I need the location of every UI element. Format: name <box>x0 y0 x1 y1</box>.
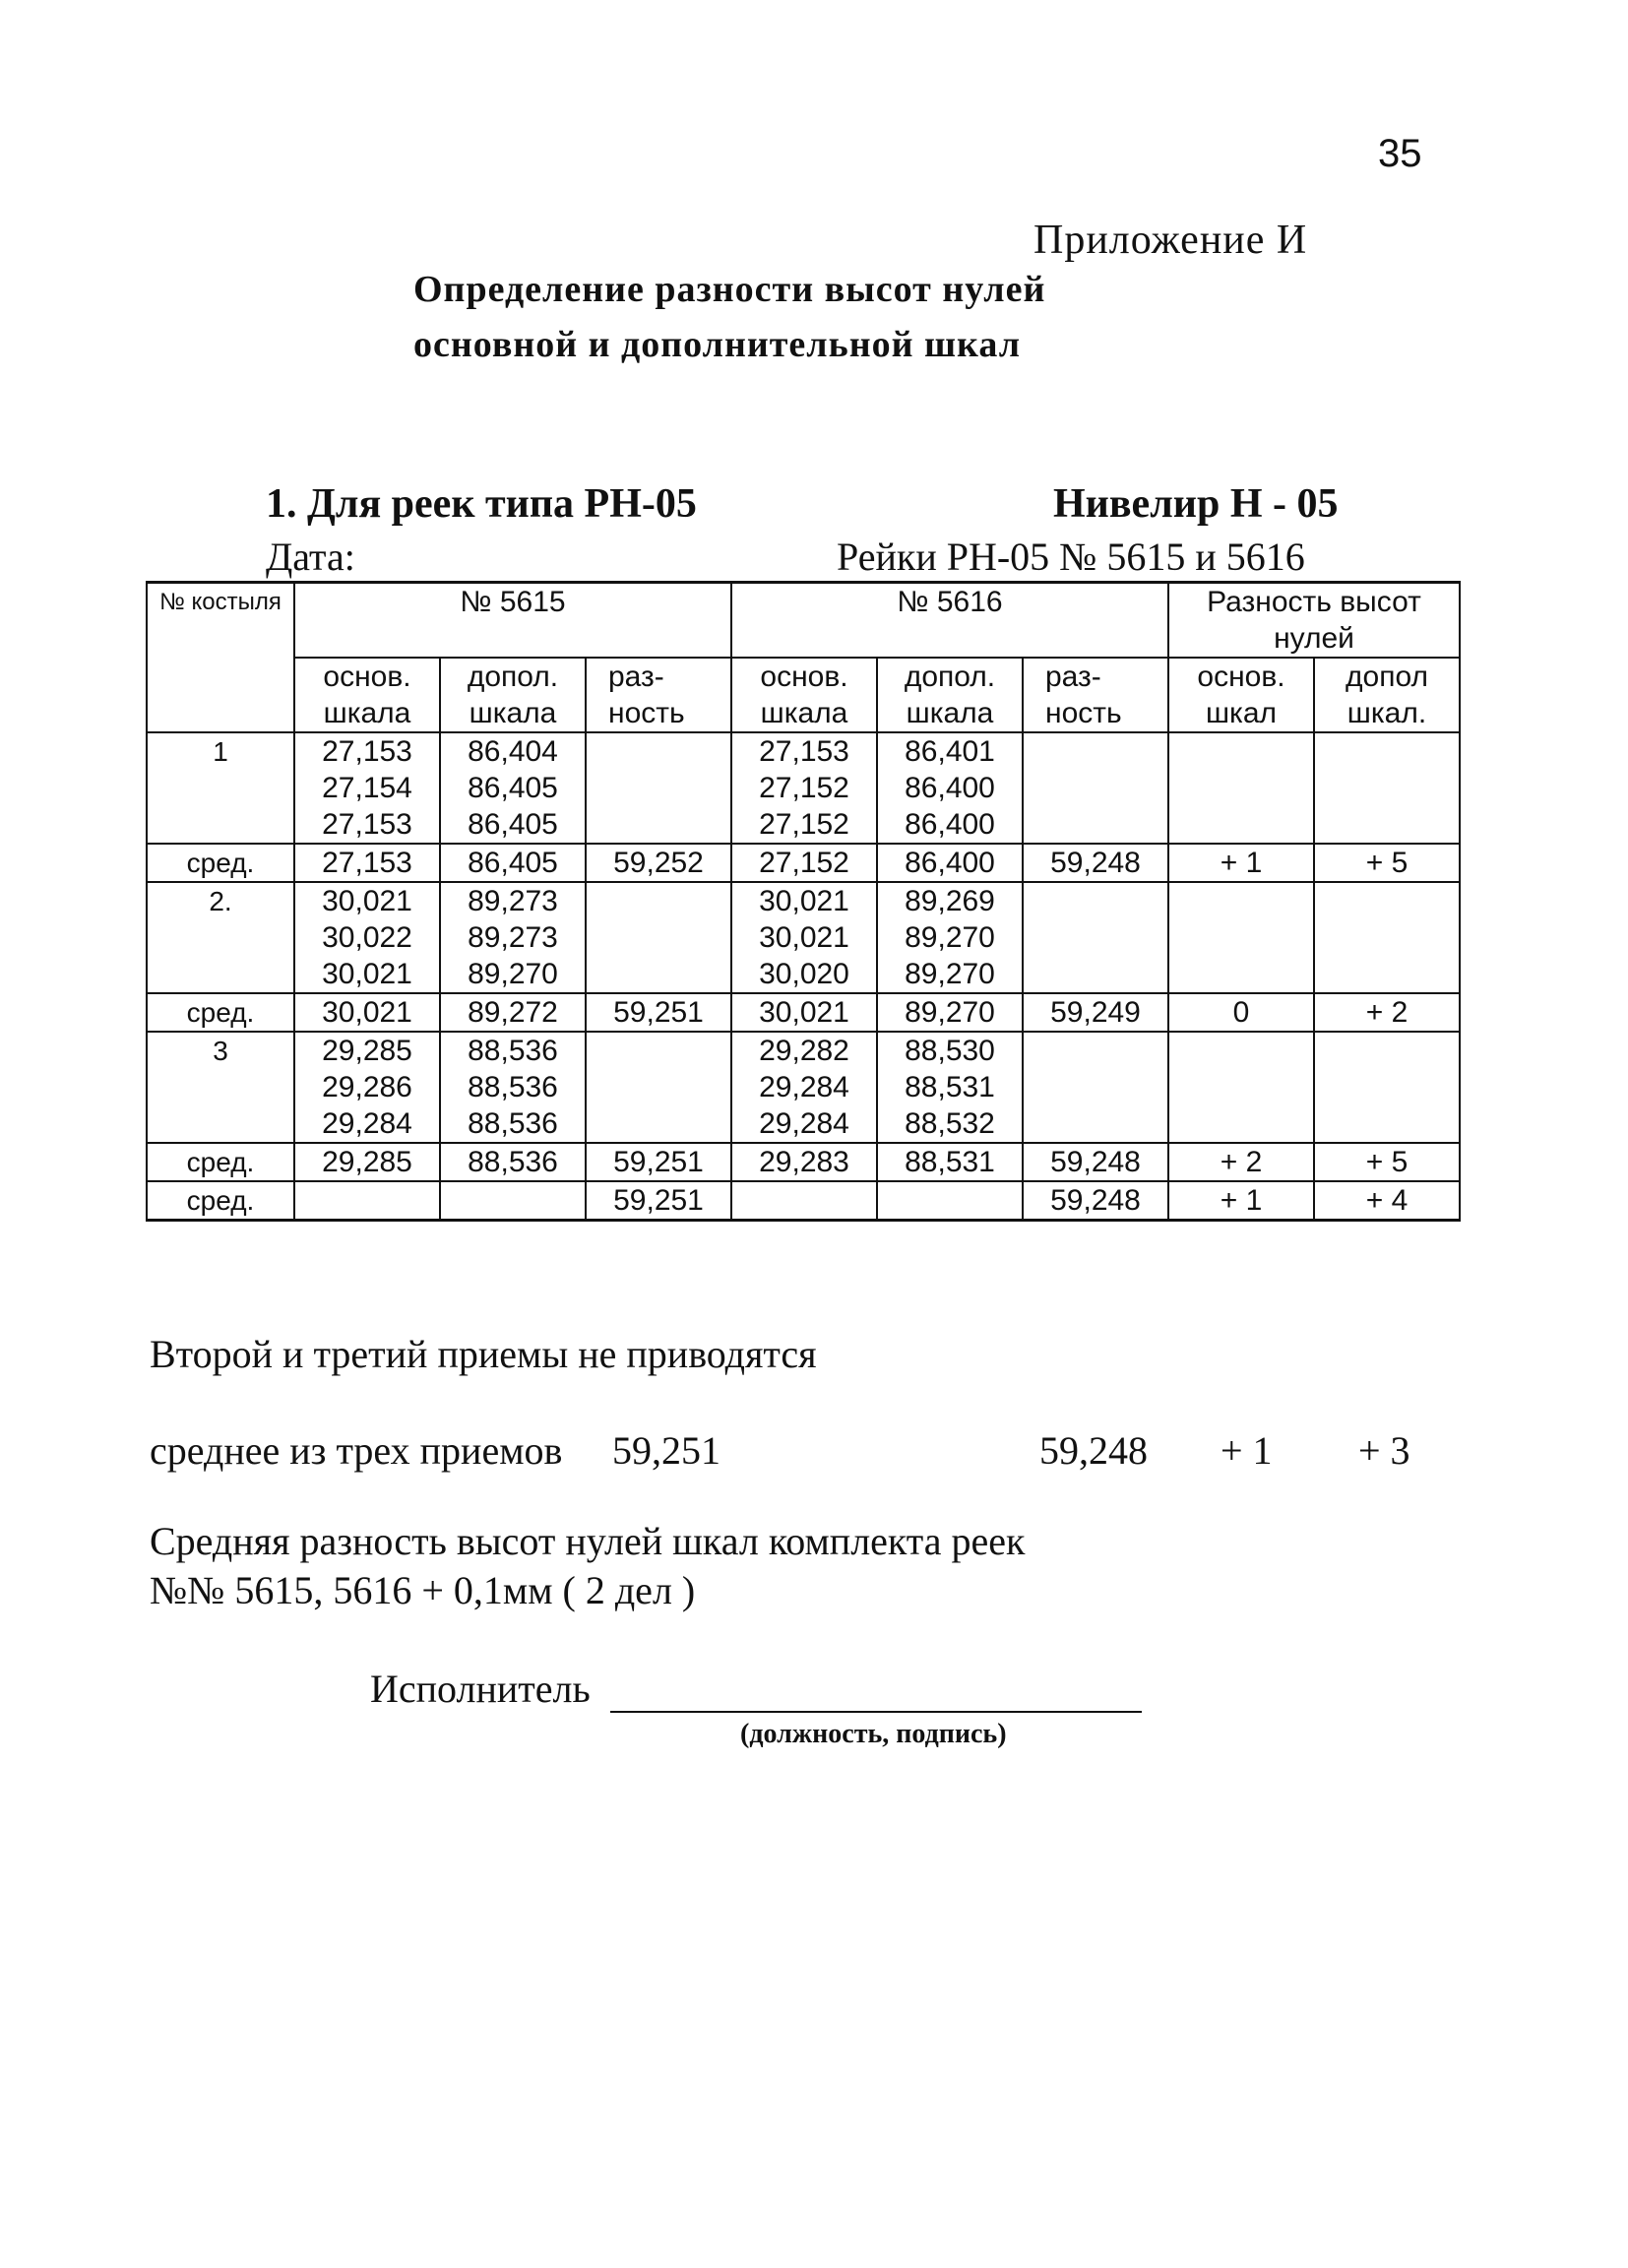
reading-5616-main: 30,021 <box>731 919 877 956</box>
empty-cell <box>1023 732 1168 770</box>
reading-5615-main: 30,022 <box>294 919 440 956</box>
reading-5615-additional: 89,273 <box>440 882 586 919</box>
avg-5616-additional: 88,531 <box>877 1143 1023 1181</box>
mean-of-three-label: среднее из трех приемов <box>150 1428 563 1473</box>
avg-5616-main: 30,021 <box>731 993 877 1032</box>
table-row-final-average <box>147 1181 1460 1221</box>
reading-5616-additional: 88,532 <box>877 1105 1023 1143</box>
header-staff-5616: № 5616 <box>731 583 1168 659</box>
empty-cell <box>1314 956 1460 993</box>
empty-cell <box>586 956 731 993</box>
reading-5616-main: 30,020 <box>731 956 877 993</box>
empty-cell <box>586 770 731 806</box>
table-row <box>147 919 1460 956</box>
final-5615-difference: 59,251 <box>586 1181 731 1221</box>
peg-number <box>147 1105 294 1143</box>
signature-line <box>610 1711 1142 1713</box>
empty-cell <box>586 1032 731 1069</box>
reading-5616-main: 27,152 <box>731 806 877 844</box>
table-row-average <box>147 1143 1460 1181</box>
empty-cell <box>1314 919 1460 956</box>
empty-cell <box>1168 732 1314 770</box>
note-text: Второй и третий приемы не приводятся <box>150 1332 817 1376</box>
reading-5615-main: 29,284 <box>294 1105 440 1143</box>
reading-5615-main: 27,154 <box>294 770 440 806</box>
reading-5616-additional: 86,401 <box>877 732 1023 770</box>
avg-diff-main: 0 <box>1168 993 1314 1032</box>
reading-5615-main: 29,285 <box>294 1032 440 1069</box>
header-main-scale: основ. шкала <box>294 658 440 732</box>
avg-5615-main: 29,285 <box>294 1143 440 1181</box>
signature-hint: (должность, подпись) <box>740 1719 1007 1749</box>
avg-diff-main: + 2 <box>1168 1143 1314 1181</box>
reading-5616-additional: 86,400 <box>877 770 1023 806</box>
reading-5615-main: 27,153 <box>294 732 440 770</box>
reading-5616-additional: 86,400 <box>877 806 1023 844</box>
empty-cell <box>1023 1069 1168 1105</box>
reading-5615-main: 29,286 <box>294 1069 440 1105</box>
reading-5615-additional: 86,405 <box>440 770 586 806</box>
reading-5615-main: 30,021 <box>294 956 440 993</box>
peg-number: 3 <box>147 1032 294 1069</box>
reading-5616-additional: 89,270 <box>877 919 1023 956</box>
avg-5616-difference: 59,248 <box>1023 1143 1168 1181</box>
table-row <box>147 732 1460 770</box>
table-row <box>147 1032 1460 1069</box>
mean-staff1-value: 59,251 <box>612 1428 720 1473</box>
reading-5616-additional: 89,270 <box>877 956 1023 993</box>
reading-5615-main: 30,021 <box>294 882 440 919</box>
reading-5615-additional: 88,536 <box>440 1069 586 1105</box>
empty-cell <box>1314 882 1460 919</box>
avg-diff-main: + 1 <box>1168 844 1314 882</box>
final-diff-main: + 1 <box>1168 1181 1314 1221</box>
average-label: сред. <box>147 844 294 882</box>
empty-cell <box>1168 1032 1314 1069</box>
empty-cell <box>586 732 731 770</box>
average-label: сред. <box>147 1143 294 1181</box>
empty-cell <box>586 1105 731 1143</box>
table-row-average <box>147 844 1460 882</box>
reading-5616-main: 29,284 <box>731 1069 877 1105</box>
empty-cell <box>1023 956 1168 993</box>
document-title-line-2: основной и дополнительной шкал <box>413 324 1022 365</box>
mean-diff-add-value: + 3 <box>1358 1428 1410 1473</box>
reading-5616-main: 29,282 <box>731 1032 877 1069</box>
peg-number <box>147 956 294 993</box>
empty-cell <box>1168 956 1314 993</box>
table-row <box>147 956 1460 993</box>
empty-cell <box>1314 732 1460 770</box>
empty-cell <box>1168 770 1314 806</box>
executor-label: Исполнитель <box>370 1667 591 1711</box>
result-line-2: №№ 5615, 5616 + 0,1мм ( 2 дел ) <box>150 1568 696 1612</box>
header-main-scale: основ. шкала <box>731 658 877 732</box>
empty-cell <box>440 1181 586 1221</box>
table-row <box>147 1069 1460 1105</box>
reading-5616-main: 30,021 <box>731 882 877 919</box>
mean-diff-main-value: + 1 <box>1221 1428 1273 1473</box>
avg-5616-difference: 59,249 <box>1023 993 1168 1032</box>
header-difference: раз- ность <box>1023 658 1168 732</box>
header-peg: № костыля <box>147 583 294 733</box>
avg-diff-additional: + 2 <box>1314 993 1460 1032</box>
avg-5615-additional: 86,405 <box>440 844 586 882</box>
level-instrument-label: Нивелир Н - 05 <box>1053 481 1339 527</box>
table-row <box>147 1105 1460 1143</box>
reading-5616-main: 27,153 <box>731 732 877 770</box>
avg-5616-main: 27,152 <box>731 844 877 882</box>
empty-cell <box>1314 806 1460 844</box>
peg-number <box>147 806 294 844</box>
avg-diff-additional: + 5 <box>1314 1143 1460 1181</box>
reading-5615-additional: 88,536 <box>440 1105 586 1143</box>
avg-diff-additional: + 5 <box>1314 844 1460 882</box>
header-staff-5615: № 5615 <box>294 583 731 659</box>
empty-cell <box>1168 1069 1314 1105</box>
reading-5616-additional: 88,531 <box>877 1069 1023 1105</box>
header-additional-scale: допол. шкала <box>440 658 586 732</box>
empty-cell <box>586 1069 731 1105</box>
empty-cell <box>294 1181 440 1221</box>
empty-cell <box>586 882 731 919</box>
empty-cell <box>1168 882 1314 919</box>
table-row-average <box>147 993 1460 1032</box>
reading-5616-additional: 89,269 <box>877 882 1023 919</box>
empty-cell <box>1314 1105 1460 1143</box>
page-number: 35 <box>1378 132 1422 175</box>
reading-5615-additional: 89,273 <box>440 919 586 956</box>
final-diff-additional: + 4 <box>1314 1181 1460 1221</box>
table-row <box>147 882 1460 919</box>
mean-staff2-value: 59,248 <box>1039 1428 1148 1473</box>
reading-5615-additional: 89,270 <box>440 956 586 993</box>
avg-5615-main: 30,021 <box>294 993 440 1032</box>
empty-cell <box>1023 1105 1168 1143</box>
empty-cell <box>1023 1032 1168 1069</box>
empty-cell <box>1023 770 1168 806</box>
peg-number: 1 <box>147 732 294 770</box>
measurement-table <box>146 581 1461 1222</box>
avg-5616-additional: 89,270 <box>877 993 1023 1032</box>
average-label: сред. <box>147 1181 294 1221</box>
peg-number <box>147 1069 294 1105</box>
avg-5616-additional: 86,400 <box>877 844 1023 882</box>
date-label: Дата: <box>266 535 355 579</box>
avg-5615-additional: 88,536 <box>440 1143 586 1181</box>
avg-5615-difference: 59,251 <box>586 1143 731 1181</box>
header-diff-additional: допол шкал. <box>1314 658 1460 732</box>
reading-5615-additional: 86,404 <box>440 732 586 770</box>
average-label: сред. <box>147 993 294 1032</box>
avg-5615-main: 27,153 <box>294 844 440 882</box>
empty-cell <box>1023 882 1168 919</box>
empty-cell <box>1168 919 1314 956</box>
avg-5615-difference: 59,252 <box>586 844 731 882</box>
document-title-line-1: Определение разности высот нулей <box>413 269 1046 310</box>
reading-5615-additional: 88,536 <box>440 1032 586 1069</box>
empty-cell <box>586 806 731 844</box>
empty-cell <box>1023 806 1168 844</box>
empty-cell <box>1314 770 1460 806</box>
table-row <box>147 806 1460 844</box>
appendix-label: Приложение И <box>1033 218 1308 263</box>
empty-cell <box>1314 1069 1460 1105</box>
reading-5616-additional: 88,530 <box>877 1032 1023 1069</box>
peg-number <box>147 770 294 806</box>
reading-5615-additional: 86,405 <box>440 806 586 844</box>
final-5616-difference: 59,248 <box>1023 1181 1168 1221</box>
empty-cell <box>877 1181 1023 1221</box>
empty-cell <box>731 1181 877 1221</box>
staffs-label: Рейки РН-05 № 5615 и 5616 <box>837 535 1305 579</box>
reading-5616-main: 27,152 <box>731 770 877 806</box>
header-diff-main: основ. шкал <box>1168 658 1314 732</box>
peg-number <box>147 919 294 956</box>
empty-cell <box>586 919 731 956</box>
section-heading: 1. Для реек типа РН-05 <box>266 481 697 527</box>
empty-cell <box>1023 919 1168 956</box>
header-difference: раз- ность <box>586 658 731 732</box>
avg-5616-main: 29,283 <box>731 1143 877 1181</box>
peg-number: 2. <box>147 882 294 919</box>
reading-5615-main: 27,153 <box>294 806 440 844</box>
avg-5616-difference: 59,248 <box>1023 844 1168 882</box>
header-zero-difference: Разность высот нулей <box>1168 583 1460 659</box>
table-row <box>147 770 1460 806</box>
avg-5615-additional: 89,272 <box>440 993 586 1032</box>
avg-5615-difference: 59,251 <box>586 993 731 1032</box>
empty-cell <box>1168 1105 1314 1143</box>
empty-cell <box>1168 806 1314 844</box>
empty-cell <box>1314 1032 1460 1069</box>
header-additional-scale: допол. шкала <box>877 658 1023 732</box>
reading-5616-main: 29,284 <box>731 1105 877 1143</box>
result-line-1: Средняя разность высот нулей шкал комплекта реек <box>150 1519 1026 1563</box>
